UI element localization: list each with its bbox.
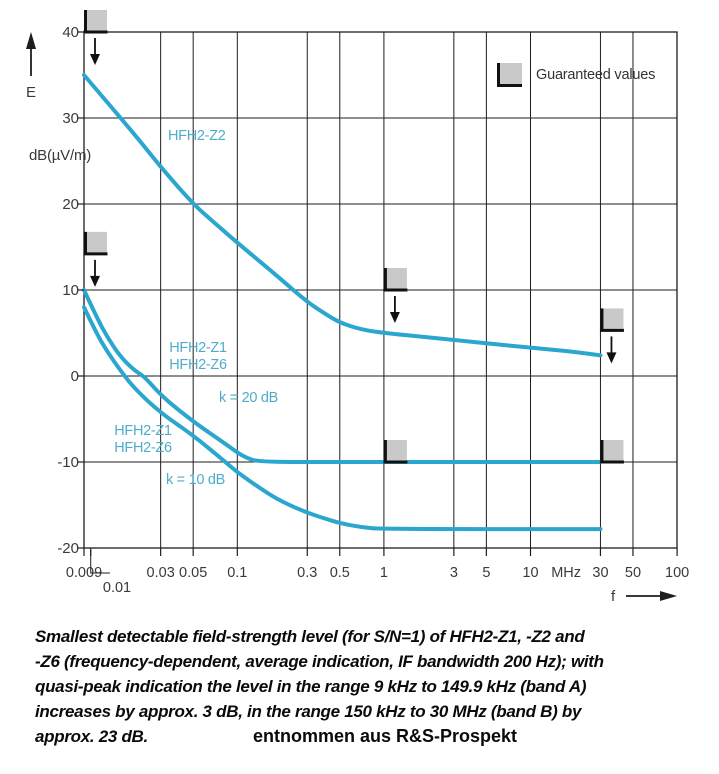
caption-source-label: entnommen aus R&S-Prospekt [252,726,518,746]
caption-line: quasi-peak indication the level in the range 9 kHz to 149.9 kHz (band A) [35,677,587,696]
guaranteed-marker-square [85,10,107,31]
x-tick-label: 100 [665,565,690,581]
curve-label-z6-upper: HFH2-Z6 [169,357,227,373]
caption-line: approx. 23 dB. [35,727,148,746]
curve-label-z1-upper: HFH2-Z1 [169,340,227,356]
guaranteed-marker [600,308,624,363]
guaranteed-marker [84,232,108,287]
legend-guaranteed-label: Guaranteed values [536,67,656,83]
axis-layer [26,24,689,601]
y-tick-label: -10 [57,454,79,471]
y-tick-label: -20 [57,540,79,557]
y-tick-label: 40 [62,24,79,41]
x-tick-label: 10 [522,565,539,581]
x-tick-label: 0.5 [329,565,350,581]
y-axis-arrowhead-icon [26,32,36,49]
guaranteed-marker-square [385,268,407,289]
curve-label-z1z6-lower [111,423,175,457]
caption-line: -Z6 (frequency-dependent, average indication, IF bandwidth 200 Hz); with [35,652,604,671]
y-tick-label: 30 [62,110,79,127]
y-tick-label: 20 [62,196,79,213]
y-axis-quantity-label: E [26,84,36,101]
guaranteed-marker [383,268,407,323]
guaranteed-marker-square [85,232,107,253]
guaranteed-marker-square [601,308,623,329]
curve-label-z1-lower: HFH2-Z1 [114,423,172,439]
x-tick-label: 50 [624,565,642,581]
x-tick-label: 1 [379,565,388,581]
guaranteed-marker-square [601,440,623,461]
down-arrowhead-icon [606,352,616,363]
x-axis-quantity-label: f [611,588,615,605]
x-tick-label: 3 [449,565,458,581]
y-tick-label: 0 [70,368,79,385]
down-arrowhead-icon [90,54,100,65]
down-arrowhead-icon [90,276,100,287]
curve-z2 [84,75,600,355]
x-tick-label: 0.3 [297,565,318,581]
x-tick-label: 0.01 [102,580,132,596]
x-tick-label: 0.1 [227,565,248,581]
curve-label-z6-lower: HFH2-Z6 [114,440,172,456]
legend-guaranteed-swatch-icon [497,63,522,87]
caption-line: increases by approx. 3 dB, in the range 150 kHz to 30 MHz (band B) by [35,702,582,721]
curve-label-k20: k = 20 dB [219,390,278,406]
x-tick-label: 5 [482,565,491,581]
curve-z1z6-k10 [84,307,600,529]
x-axis-unit-label: MHz [551,565,582,581]
curves-layer [84,75,600,529]
grid-layer [84,32,677,548]
x-tick-label: 0.05 [179,565,208,581]
guaranteed-marker [383,440,407,463]
curve-label-hfh2-z2: HFH2-Z2 [168,128,226,144]
curve-label-z1z6-upper [166,340,230,374]
y-axis-unit-label: dB(µV/m) [29,147,92,164]
guaranteed-marker [600,440,624,463]
x-tick-label: 0.03 [146,565,175,581]
down-arrowhead-icon [390,312,400,323]
x-tick-label: 30 [592,565,609,581]
x-tick-label: 0.009 [65,565,103,581]
guaranteed-marker [84,10,108,65]
caption-line: Smallest detectable field-strength level (for S/N=1) of HFH2-Z1, -Z2 and [35,627,585,646]
curve-label-k10: k = 10 dB [166,472,225,488]
figure-caption [35,624,705,749]
x-axis-arrowhead-icon [660,591,677,601]
guaranteed-marker-square [385,440,407,461]
y-tick-label: 10 [62,282,79,299]
